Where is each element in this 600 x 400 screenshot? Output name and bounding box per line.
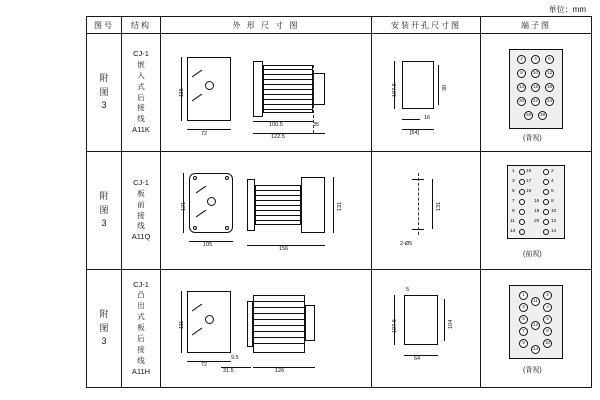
terminal-label: 6 — [551, 188, 554, 194]
dim-line-1005 — [253, 121, 313, 122]
terminal-dot: 22 — [531, 97, 540, 106]
dim-72: 72 — [201, 130, 208, 137]
structure-1-4: 后 — [137, 92, 145, 102]
center-line-2 — [418, 173, 419, 235]
hole-dim-line-64b — [404, 355, 438, 356]
terminal-dot: 10 — [531, 69, 540, 78]
terminal-dot: 11 — [531, 297, 540, 306]
hole-dim-131: 131 — [436, 201, 442, 211]
terminal-label: 11 — [510, 218, 515, 224]
spec-table — [86, 16, 592, 388]
terminal-dot: 6 — [543, 315, 552, 324]
terminal-dot — [519, 219, 525, 225]
fig-no-1-line2: 图 — [99, 86, 109, 97]
side-tail-3 — [305, 305, 315, 341]
unit-note: 单位：mm — [548, 5, 586, 14]
terminal-drawing-3 — [481, 270, 592, 388]
outline-drawing-1 — [161, 34, 372, 152]
header-structure: 结构 — [122, 17, 161, 34]
structure-2-3: 接 — [137, 210, 145, 220]
structure-2-4: 线 — [137, 221, 145, 231]
fig-no-2-line3: 3 — [101, 218, 107, 229]
terminal-dot: 18 — [545, 83, 554, 92]
fig-no-cell-2 — [87, 152, 122, 270]
terminal-dot: 10 — [543, 339, 552, 348]
terminal-label: 8 — [551, 198, 554, 204]
terminal-dot: 16 — [531, 83, 540, 92]
terminal-dot: 6 — [545, 55, 554, 64]
hole-dim-line-16 — [402, 119, 420, 120]
terminal-caption-3: (背视) — [523, 366, 542, 374]
terminal-dot — [519, 189, 525, 195]
terminal-dot — [543, 179, 549, 185]
terminal-dot: 8 — [517, 69, 526, 78]
structure-1-2: 入 — [137, 70, 145, 80]
fig-no-2-line2: 图 — [99, 204, 109, 215]
fig-no-3-line2: 图 — [99, 322, 109, 333]
dim-122-5: 122.5 — [271, 133, 285, 140]
terminal-dot — [543, 209, 549, 215]
header-outline: 外 形 尺 寸 图 — [161, 17, 372, 34]
face-knob-3 — [205, 315, 214, 324]
terminal-dot — [543, 169, 549, 175]
terminal-label: 1 — [512, 168, 515, 174]
terminal-label: 13 — [510, 228, 516, 234]
header-terminal: 端子图 — [481, 17, 592, 34]
header-fig-no: 图号 — [87, 17, 122, 34]
terminal-label: 16 — [534, 198, 540, 204]
structure-1-5: 接 — [137, 103, 145, 113]
structure-cell-1 — [122, 34, 161, 152]
terminal-dot: 28 — [538, 111, 547, 120]
terminal-drawing-2 — [481, 152, 592, 270]
hole-dim-107-5b: 107.5 — [392, 318, 398, 333]
terminal-dot: 8 — [543, 327, 552, 336]
terminal-dot: 14 — [517, 83, 526, 92]
terminal-label: 20 — [534, 218, 540, 224]
dim-111: 111 — [179, 320, 185, 329]
fig-no-cell-1 — [87, 34, 122, 152]
terminal-label: 3 — [512, 178, 515, 184]
structure-3-4: 板 — [137, 323, 145, 333]
terminal-label: 7 — [512, 198, 515, 204]
structure-cell-2 — [122, 152, 161, 270]
side-flange-1 — [253, 61, 263, 117]
structure-3-0: CJ-1 — [133, 279, 149, 289]
hole-dim-line-30 — [438, 65, 439, 105]
hole-dim-107-5: 107.5 — [392, 82, 398, 97]
terminal-label: 12 — [551, 218, 557, 224]
fig-no-3-line1: 附 — [99, 309, 109, 320]
terminal-label: 18 — [534, 208, 540, 214]
terminal-dot: 5 — [519, 315, 528, 324]
dim-115: 115 — [179, 87, 185, 97]
hole-outline-3 — [404, 295, 438, 345]
terminal-dot: 2 — [543, 291, 552, 300]
terminal-label: 5 — [512, 188, 515, 194]
side-tail-1 — [313, 73, 325, 105]
hole-dim-30: 30 — [442, 84, 448, 91]
dim-72b: 72 — [201, 361, 208, 368]
terminal-dot — [519, 199, 525, 205]
table-row — [87, 152, 592, 270]
hole-dim-5: 5 — [406, 286, 410, 293]
hole-dim-64b: 64 — [414, 355, 421, 362]
structure-3-5: 后 — [137, 333, 145, 343]
outline-drawing-2 — [161, 152, 372, 270]
terminal-drawing-1 — [481, 34, 592, 152]
structure-cell-3 — [122, 270, 161, 388]
terminal-label: 4 — [551, 178, 554, 184]
terminal-label: 9 — [512, 208, 515, 214]
mount-hole-icon — [193, 226, 197, 230]
terminal-caption-2: (前视) — [523, 250, 542, 258]
terminal-dot: 12 — [531, 321, 540, 330]
dim-126: 126 — [275, 367, 285, 374]
structure-3-8: A11H — [131, 366, 151, 376]
dim-9-5: 9.5 — [231, 354, 239, 361]
hole-outline-1 — [402, 61, 434, 109]
structure-2-5: A11Q — [131, 232, 151, 242]
hole-dim-line-131 — [432, 179, 433, 229]
structure-1-6: 线 — [137, 114, 145, 124]
fig-no-2-line1: 附 — [99, 191, 109, 202]
table-row — [87, 34, 592, 152]
fig-no-cell-3 — [87, 270, 122, 388]
mount-hole-icon — [193, 176, 197, 180]
structure-1-7: A11K — [132, 125, 150, 135]
structure-3-1: 凸 — [137, 290, 145, 300]
terminal-dot: 24 — [545, 97, 554, 106]
dim-156: 156 — [279, 245, 289, 252]
hole-drawing-3 — [372, 270, 481, 388]
dim-31-5: 31.5 — [223, 367, 234, 374]
terminal-dot — [543, 189, 549, 195]
terminal-label: 10 — [551, 208, 557, 214]
dim-line-1225 — [253, 133, 325, 134]
structure-3-3: 式 — [137, 312, 145, 322]
terminal-dot: 3 — [519, 303, 528, 312]
hole-drawing-2 — [372, 152, 481, 270]
structure-2-2: 前 — [137, 199, 145, 209]
side-fins-2 — [255, 185, 301, 225]
structure-3-6: 接 — [137, 344, 145, 354]
terminal-dot: 20 — [517, 97, 526, 106]
terminal-label: 14 — [551, 228, 557, 234]
side-rear-2 — [301, 177, 325, 233]
terminal-dot — [519, 179, 525, 185]
dim-line-72 — [187, 129, 231, 130]
terminal-caption-1: (背视) — [523, 134, 542, 142]
terminal-label: 19 — [526, 188, 532, 194]
mount-hole-icon — [225, 226, 229, 230]
dim-105: 105 — [203, 241, 213, 248]
fig-no-1-line3: 3 — [101, 100, 107, 111]
terminal-label: 15 — [526, 168, 532, 174]
terminal-dot: 14 — [531, 345, 540, 354]
dim-121: 121 — [181, 201, 187, 211]
structure-1-3: 式 — [137, 81, 145, 91]
side-fins-3 — [253, 295, 305, 353]
hole-dim-16: 16 — [424, 114, 431, 121]
side-fins-1 — [263, 65, 313, 113]
structure-2-1: 板 — [137, 188, 145, 198]
terminal-dot: 2 — [517, 55, 526, 64]
terminal-dot — [543, 229, 549, 235]
structure-2-0: CJ-1 — [133, 177, 149, 187]
dim-line-72b — [187, 361, 231, 362]
terminal-dot — [519, 209, 525, 215]
header-mounting-hole: 安装开孔尺寸图 — [372, 17, 481, 34]
hole-dim-2-d5: 2-Ø5 — [400, 240, 413, 247]
hole-drawing-1 — [372, 34, 481, 152]
terminal-dot — [519, 229, 525, 235]
ref-dash-1 — [313, 65, 314, 133]
dim-35: 35 — [313, 121, 320, 128]
fig-no-1-line1: 附 — [99, 73, 109, 84]
hole-dim-104: 104 — [448, 319, 454, 329]
hole-dim-line-104 — [444, 299, 445, 341]
terminal-dot: 7 — [519, 327, 528, 336]
fig-no-3-line3: 3 — [101, 336, 107, 347]
structure-1-1: 嵌 — [137, 59, 145, 69]
hole-mark-top — [412, 179, 424, 180]
face-knob-1 — [205, 81, 214, 90]
terminal-dot: 4 — [543, 303, 552, 312]
side-flange-2 — [247, 179, 255, 231]
structure-3-7: 线 — [137, 355, 145, 365]
structure-3-2: 出 — [137, 301, 145, 311]
structure-1-0: CJ-1 — [133, 49, 149, 58]
hole-dim-64: [64] — [410, 129, 420, 136]
terminal-dot: 9 — [519, 339, 528, 348]
dim-line-131 — [333, 177, 334, 233]
mount-hole-icon — [225, 176, 229, 180]
outline-drawing-3 — [161, 270, 372, 388]
terminal-dot: 12 — [545, 69, 554, 78]
terminal-label: 2 — [551, 168, 554, 174]
terminal-dot — [519, 169, 525, 175]
dim-131: 131 — [337, 201, 343, 211]
terminal-label: 17 — [526, 178, 532, 184]
dim-100-5: 100.5 — [269, 121, 283, 128]
terminal-dot: 1 — [519, 291, 528, 300]
terminal-dot — [543, 199, 549, 205]
face-knob-2 — [207, 197, 216, 206]
hole-mark-bottom — [412, 229, 424, 230]
terminal-dot: 26 — [524, 111, 533, 120]
table-row — [87, 270, 592, 388]
terminal-dot — [543, 219, 549, 225]
terminal-dot: 4 — [531, 55, 540, 64]
table-header-row — [87, 17, 592, 34]
